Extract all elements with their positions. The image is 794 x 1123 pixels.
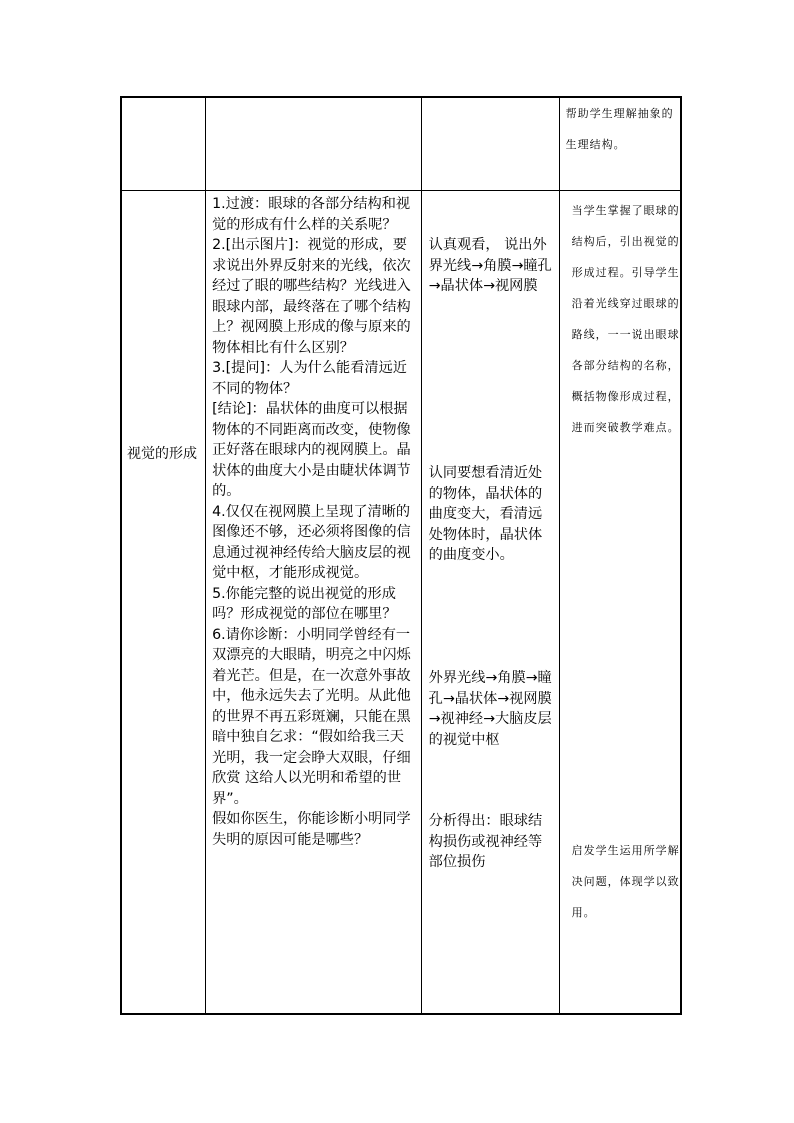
- steps-cell-empty: [206, 97, 422, 191]
- step-5: 5.你能完整的说出视觉的形成吗？形成视觉的部位在哪里？: [212, 585, 397, 622]
- step-4: 4.仅仅在视网膜上呈现了清晰的图像还不够，还必须将图像的信息通过视神经传给大脑皮层的视觉中枢，才能形成视觉。: [212, 503, 411, 581]
- intent-cell: [559, 191, 681, 1015]
- student-response-2: 认同要想看清近处的物体，晶状体的曲度变大，看清远处物体时，晶状体的曲度变小。: [428, 465, 543, 563]
- response-cell: [421, 191, 559, 1015]
- topic-label: 视觉的形成: [127, 446, 197, 462]
- step-6: 6.请你诊断：小明同学曾经有一双漂亮的大眼睛，明亮之中闪烁着光芒。但是，在一次意外事故中，他永远失去了光明。从此他的世界不再五彩斑斓，只能在黑暗中独自乞求：“假如给我三天光明，我一定会睁大双眼，仔细欣赏 这给人以光明和希望的世界”。: [212, 626, 411, 807]
- table-row: [121, 97, 681, 191]
- intent-text-1: 当学生掌握了眼球的结构后，引出视觉的形成过程。引导学生沿着光线穿过眼球的路线，一一说出眼球各部分结构的名称，概括物像形成过程，进而突破教学难点。: [571, 204, 680, 434]
- step-2: 2.[出示图片]：视觉的形成，要求说出外界反射来的光线，依次经过了眼的哪些结构？光线进入眼球内部，最终落在了哪个结构上？视网膜上形成的像与原来的物体相比有什么区别？: [212, 237, 411, 356]
- step-conclusion: [结论]：晶状体的曲度可以根据物体的不同距离而改变，使物像正好落在眼球内的视网膜上。晶状体的曲度大小是由睫状体调节的。: [212, 401, 411, 499]
- intent-text-2: 启发学生运用所学解决问题，体现学以致用。: [571, 844, 680, 919]
- lesson-plan-table: [120, 96, 682, 1015]
- teacher-steps: [206, 191, 421, 850]
- topic-cell: [121, 191, 206, 1015]
- step-6-question: 假如你医生，你能诊断小明同学失明的原因可能是哪些？: [212, 811, 411, 848]
- response-cell-empty: [421, 97, 559, 191]
- steps-cell: [206, 191, 422, 1015]
- intent-cell: [559, 97, 681, 191]
- topic-cell-empty: [121, 97, 206, 191]
- student-response-4: 分析得出：眼球结构损伤或视神经等部位损伤: [428, 813, 543, 870]
- table-row: [121, 191, 681, 1015]
- intent-text: 帮助学生理解抽象的生理结构。: [565, 107, 674, 151]
- step-1: 1.过渡：眼球的各部分结构和视觉的形成有什么样的关系呢？: [212, 196, 411, 233]
- student-response-3: 外界光线→角膜→瞳孔→晶状体→视网膜→视神经→大脑皮层的视觉中枢: [428, 670, 552, 748]
- student-response-1: 认真观看， 说出外界光线→角膜→瞳孔→晶状体→视网膜: [428, 237, 552, 294]
- step-3: 3.[提问]：人为什么能看清远近不同的物体？: [212, 360, 407, 397]
